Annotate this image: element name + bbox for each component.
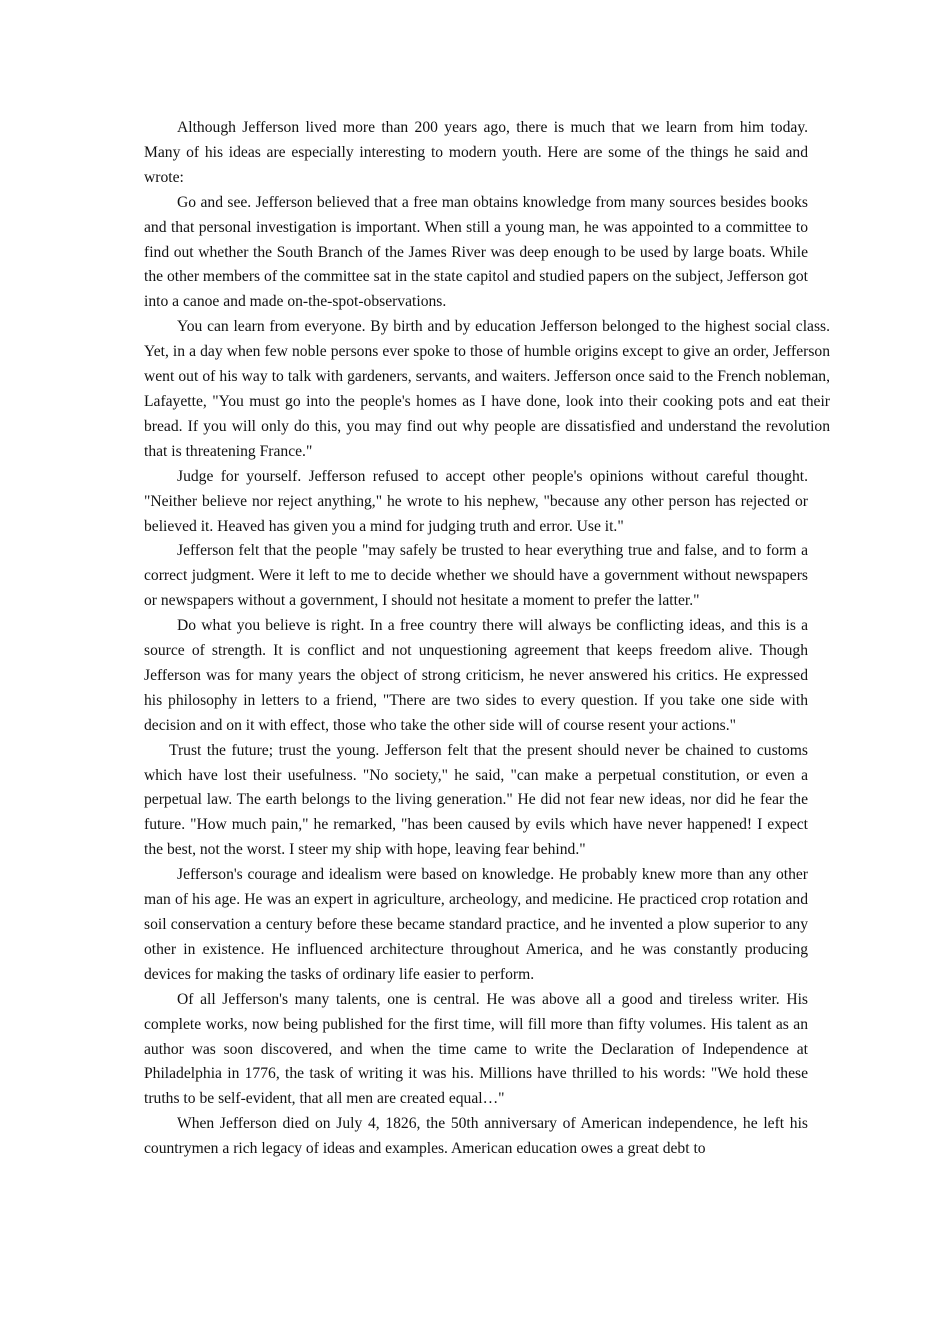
paragraph-go-and-see: Go and see. Jefferson believed that a free man obtains knowledge from many sources besides books and that personal investigation is important. When still a young man, he was appointed to a committee to find out whether the South Branch of the James River was deep enough to be used by large boats. While the other members of the committee sat in the state capitol and studied papers on the subject, Jefferson got into a canoe and made on-the-spot-observations.	[144, 193, 808, 311]
paragraph-trust-the-people: Jefferson felt that the people "may safely be trusted to hear everything true and false, and to form a correct judgment. Were it left to me to decide whether we should have a government without newspapers or newspapers without a government, I should not hesitate a moment to prefer the latter."	[144, 542, 808, 610]
paragraph-writer: Of all Jefferson's many talents, one is central. He was above all a good and tireless writer. His complete works, now being published for the first time, will fill more than fifty volumes. His talent as an author was soon discovered, and when the time came to write the Declaration of Independence at Philadelphia in 1776, the task of writing it was his. Millions have thrilled to his words: "We hold these truths to be self-evident, that all men are created equal…"	[144, 990, 808, 1108]
paragraph-trust-the-future: Trust the future; trust the young. Jefferson felt that the present should never be chained to customs which have lost their usefulness. "No society," he said, "can make a perpetual constitution, or even a perpetual law. The earth belongs to the living generation." He did not fear new ideas, nor did he fear the future. "How much pain," he remarked, "has been caused by evils which have never happened! I expect the best, not the worst. I steer my ship with hope, leaving fear behind."	[144, 741, 808, 859]
paragraph-intro: Although Jefferson lived more than 200 years ago, there is much that we learn from him today. Many of his ideas are especially interesting to modern youth. Here are some of the things he said and wrote:	[144, 119, 808, 186]
paragraph-judge-for-yourself: Judge for yourself. Jefferson refused to accept other people's opinions without careful thought. "Neither believe nor reject anything," he wrote to his nephew, "because any other person has rejected or believed it. Heaved has given you a mind for judging truth and error. Use it."	[144, 467, 808, 535]
paragraph-legacy: When Jefferson died on July 4, 1826, the 50th anniversary of American independence, he left his countrymen a rich legacy of ideas and examples. American education owes a great debt to	[144, 1115, 808, 1158]
paragraph-courage-and-knowledge: Jefferson's courage and idealism were based on knowledge. He probably knew more than any other man of his age. He was an expert in agriculture, archeology, and medicine. He practiced crop rotation and soil conservation a century before these became standard practice, and he invented a plow superior to any other in existence. He influenced architecture throughout America, and he was constantly producing devices for making the tasks of ordinary life easier to perform.	[144, 866, 808, 983]
paragraph-learn-from-everyone: You can learn from everyone. By birth and by education Jefferson belonged to the highest social class. Yet, in a day when few noble persons ever spoke to those of humble origins except to give an order, Jefferson went out of his way to talk with gardeners, servants, and waiters. Jefferson once said to the French nobleman, Lafayette, "You must go into the people's homes as I have done, look into their cooking pots and eat their bread. If you will only do this, you may find out why people are dissatisfied and understand the revolution that is threatening France."	[144, 318, 830, 460]
document-body	[144, 116, 830, 1162]
paragraph-do-what-is-right: Do what you believe is right. In a free country there will always be conflicting ideas, and this is a source of strength. It is conflict and not unquestioning agreement that keeps freedom alive. Though Jefferson was for many years the object of strong criticism, he never answered his critics. He expressed his philosophy in letters to a friend, "There are two sides to every question. If you take one side with decision and on it with effect, those who take the other side will of course resent your actions."	[144, 617, 808, 734]
